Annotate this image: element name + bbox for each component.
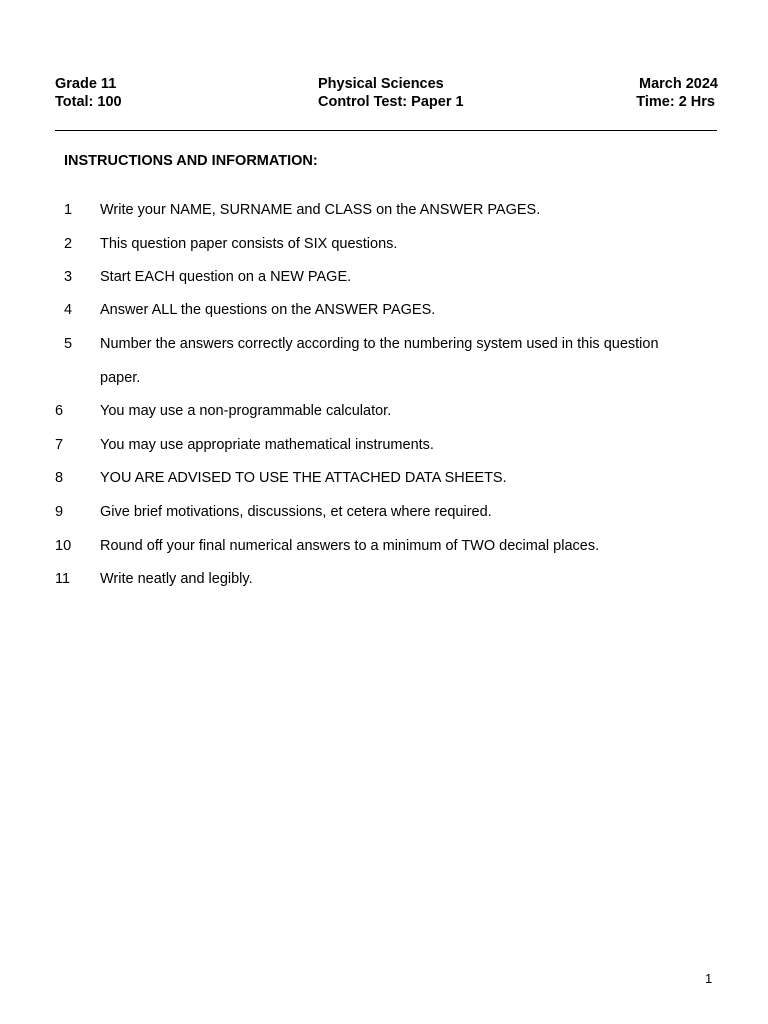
instruction-number: 1	[64, 202, 73, 218]
instruction-number: 5	[64, 336, 73, 352]
instruction-text: Write your NAME, SURNAME and CLASS on the ANSWER PAGES.	[100, 202, 541, 218]
header-right	[636, 75, 718, 111]
instruction-text: You may use appropriate mathematical instruments.	[100, 437, 434, 453]
instruction-number: 6	[55, 403, 64, 419]
instruction-number: 8	[55, 470, 64, 486]
instruction-number: 10	[55, 538, 72, 554]
subject-title: Physical Sciences	[318, 76, 444, 92]
test-duration: Time: 2 Hrs	[636, 94, 715, 110]
instruction-text: This question paper consists of SIX questions.	[100, 236, 398, 252]
instruction-number: 3	[64, 269, 73, 285]
page-header	[55, 75, 718, 115]
grade-label: Grade 11	[55, 76, 117, 92]
page-number: 1	[705, 971, 713, 986]
instruction-text: Give brief motivations, discussions, et cetera where required.	[100, 504, 492, 520]
instruction-number: 4	[64, 302, 73, 318]
instruction-text: You may use a non-programmable calculator.	[100, 403, 392, 419]
instruction-text: Number the answers correctly according to the numbering system used in this question	[100, 336, 659, 352]
header-center	[318, 75, 464, 111]
instruction-text: Round off your final numerical answers to a minimum of TWO decimal places.	[100, 538, 600, 554]
instruction-text-continued: paper.	[100, 370, 141, 386]
instruction-text: Answer ALL the questions on the ANSWER PAGES.	[100, 302, 436, 318]
total-marks: Total: 100	[55, 94, 122, 110]
test-title: Control Test: Paper 1	[318, 94, 464, 110]
instruction-text: Write neatly and legibly.	[100, 571, 253, 587]
instruction-number: 2	[64, 236, 73, 252]
instructions-title: INSTRUCTIONS AND INFORMATION:	[64, 153, 318, 169]
header-divider	[55, 130, 717, 131]
instruction-text: YOU ARE ADVISED TO USE THE ATTACHED DATA SHEETS.	[100, 470, 507, 486]
header-left	[55, 75, 122, 111]
test-date: March 2024	[639, 76, 718, 92]
instruction-number: 9	[55, 504, 64, 520]
instruction-number: 11	[55, 571, 71, 587]
instruction-number: 7	[55, 437, 64, 453]
instruction-text: Start EACH question on a NEW PAGE.	[100, 269, 352, 285]
